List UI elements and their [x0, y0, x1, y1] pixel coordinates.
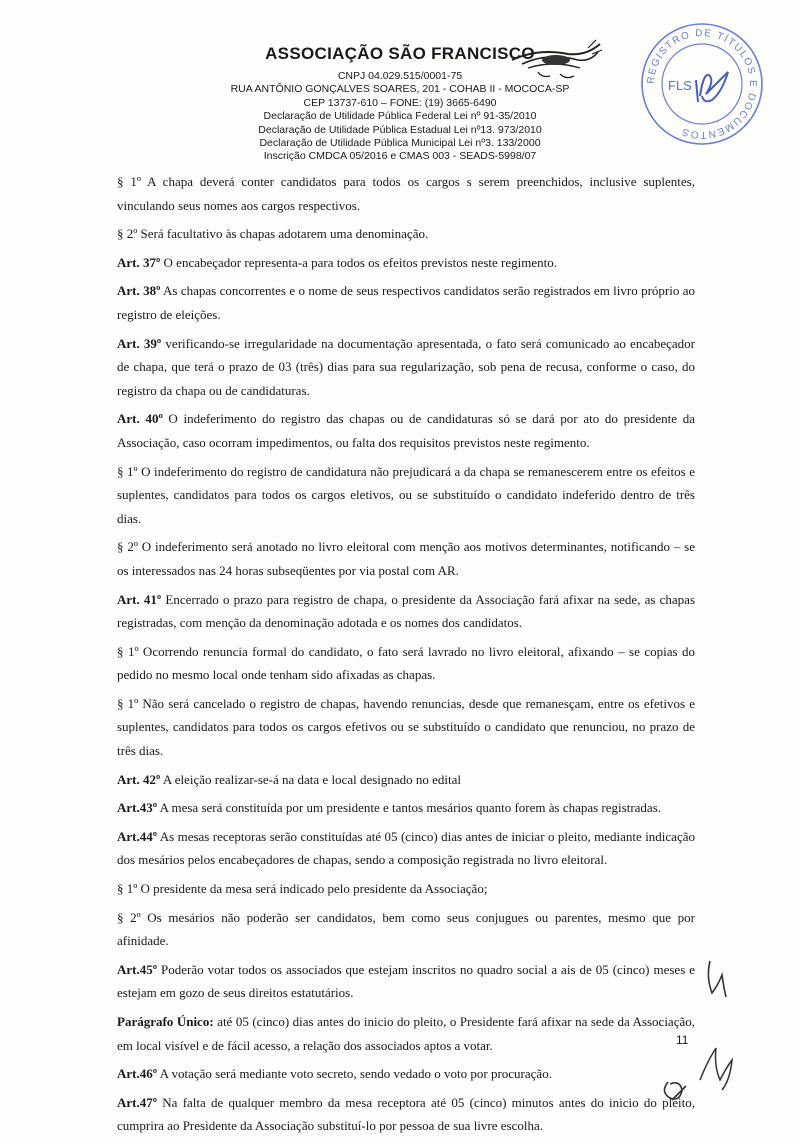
paragraph-lead: Art.43º	[117, 800, 158, 816]
paragraph-text: Na falta de qualquer membro da mesa receptora até 05 (cinco) minutos antes do inicio do pleito, cumprira ao Presidente da Associação substituí-lo por pessoa de sua livre escolha.	[117, 1094, 695, 1134]
paragraph	[117, 877, 695, 901]
paragraph	[117, 692, 695, 763]
paragraph-text: § 2º Será facultativo às chapas adotarem uma denominação.	[117, 226, 429, 242]
paragraph	[117, 588, 695, 635]
header-decl-state: Declaração de Utilidade Pública Estadual Lei nº13. 973/2010	[258, 123, 542, 136]
paragraph	[117, 222, 695, 246]
paragraph-lead: Art. 41º	[117, 591, 162, 607]
registry-seal-icon	[638, 20, 766, 148]
paragraph-text: § 2º Os mesários não poderão ser candidatos, bem como seus conjugues ou parentes, mesmo que por afinidade.	[117, 909, 695, 949]
paragraph	[117, 1010, 695, 1057]
page-number: 11	[676, 1033, 689, 1047]
paragraph-text: O indeferimento do registro das chapas ou de candidaturas só se dará por ato do presidente da Associação, caso ocorram impedimentos, ou falta dos requisitos previstos neste regimento.	[117, 411, 695, 450]
header-address: RUA ANTÔNIO GONÇALVES SOARES, 201 - COHAB II - MOCOCA-SP	[230, 83, 570, 96]
paragraph-lead: Art.46º	[117, 1066, 158, 1082]
paragraph-lead: Art.47º	[117, 1094, 158, 1110]
paragraph	[117, 279, 695, 326]
header-decl-federal: Declaração de Utilidade Pública Federal Lei nº 91-35/2010	[263, 110, 537, 123]
paragraph	[117, 332, 695, 403]
logo-icon	[508, 38, 604, 82]
paragraph-lead: Art.45º	[117, 961, 158, 977]
paragraph	[117, 1091, 695, 1138]
paragraph	[117, 958, 695, 1005]
paragraph	[117, 906, 695, 953]
header-inscription: Inscrição CMDCA 05/2016 e CMAS 003 - SEADS-5998/07	[263, 150, 537, 163]
paragraph-text: § 1º A chapa deverá conter candidatos para todos os cargos s serem preenchidos, inclusive suplentes, vinculando seus nomes aos cargos respectivos.	[117, 174, 695, 213]
paragraph-text: § 1º Ocorrendo renuncia formal do candidato, o fato será lavrado no livro eleitoral, afixando – se copias do pedido no mesmo local onde tenham sido afixadas as chapas.	[117, 643, 695, 683]
organization-name: ASSOCIAÇÃO SÃO FRANCISCO	[265, 44, 535, 63]
paragraph-text: A votação será mediante voto secreto, sendo vedado o voto por procuração.	[157, 1066, 552, 1082]
paragraph-lead: Art. 38º	[117, 283, 161, 299]
paragraph-text: verificando-se irregularidade na documentação apresentada, o fato será comunicado ao encabeçador de chapa, que terá o prazo de 03 (três) dias para sua regularização, sob pena de recusa, conforme o caso, do registro da chapa ou de candidaturas.	[117, 335, 696, 398]
paragraph	[117, 251, 695, 275]
handwritten-rubric-icon	[650, 1040, 750, 1110]
paragraph-text: § 1º O presidente da mesa será indicado pelo presidente da Associação;	[117, 881, 488, 897]
paragraph-lead: Art.44º	[117, 828, 158, 844]
paragraph-text: Poderão votar todos os associados que estejam inscritos no quadro social a ais de 05 (cinco) meses e estejam em gozo de seus direitos estatutários.	[117, 961, 695, 1001]
paragraph-text: As chapas concorrentes e o nome de seus respectivos candidatos serão registrados em livro próprio ao registro de eleições.	[117, 283, 695, 322]
paragraph-text: Encerrado o prazo para registro de chapa, o presidente da Associação fará afixar na sede, as chapas registradas, com menção da denominação adotada e os nomes dos candidatos.	[117, 591, 696, 631]
paragraph-text: A mesa será constituída por um presidente e tantos mesários quanto forem às chapas registradas.	[157, 800, 661, 816]
paragraph	[117, 535, 695, 582]
header-cnpj: CNPJ 04.029.515/0001-75	[337, 70, 463, 82]
paragraph-text: até 05 (cinco) dias antes do inicio do pleito, o Presidente fará afixar na sede da Associação, em local visível e de fácil acesso, a relação dos associados aptos a votar.	[117, 1014, 695, 1053]
paragraph	[117, 796, 695, 820]
paragraph-lead: Art. 40º	[117, 411, 163, 427]
paragraph-lead: Art. 39º	[117, 335, 162, 351]
paragraph-text: As mesas receptoras serão constituídas até 05 (cinco) dias antes de iniciar o pleito, mediante indicação dos mesários pelos encabeçadores de chapas, sendo a composição registrada no livro eleitoral.	[117, 828, 695, 868]
paragraph-lead: Art. 37º	[117, 254, 161, 270]
paragraph-lead: Parágrafo Único:	[117, 1014, 214, 1029]
header-cep-phone: CEP 13737-610 – FONE: (19) 3665-6490	[303, 96, 497, 109]
seal-ring-text: REGISTRO DE TÍTULOS E DOCUMENTOS	[645, 27, 759, 141]
paragraph-text: § 1º Não será cancelado o registro de chapas, havendo renuncias, desde que remanesçam, entre os efetivos e suplentes, candidatos para todos os cargos efetivos ou se substituído o candidato que renunciou, no prazo de três dias.	[117, 695, 695, 759]
paragraph-lead: Art. 42º	[117, 771, 161, 787]
header-decl-municipal: Declaração de Utilidade Pública Municipal Lei nº3. 133/2000	[259, 137, 541, 150]
paragraph	[117, 460, 695, 531]
seal-fls-label: FLS	[668, 78, 692, 93]
handwritten-margin-mark-icon	[702, 955, 752, 1000]
paragraph-text: § 2º O indeferimento será anotado no livro eleitoral com menção aos motivos determinantes, notificando – se os interessados nas 24 horas subseqüentes por via postal com AR.	[117, 539, 695, 578]
paragraph	[117, 768, 695, 792]
paragraph-text: O encabeçador representa-a para todos os efeitos previstos neste regimento.	[160, 254, 557, 270]
paragraph-text: § 1º O indeferimento do registro de candidatura não prejudicará a da chapa se remanescerem entre os efeitos e suplentes, candidatos para todos os cargos eletivos, ou se substituído o candidato indeferido dentro de três dias.	[117, 463, 695, 526]
paragraph	[117, 825, 695, 872]
paragraph-text: A eleição realizar-se-á na data e local designado no edital	[160, 771, 462, 787]
paragraph	[117, 1062, 695, 1086]
paragraph	[117, 170, 695, 217]
paragraph	[117, 407, 695, 454]
document-body	[117, 170, 695, 1143]
paragraph	[117, 640, 695, 687]
